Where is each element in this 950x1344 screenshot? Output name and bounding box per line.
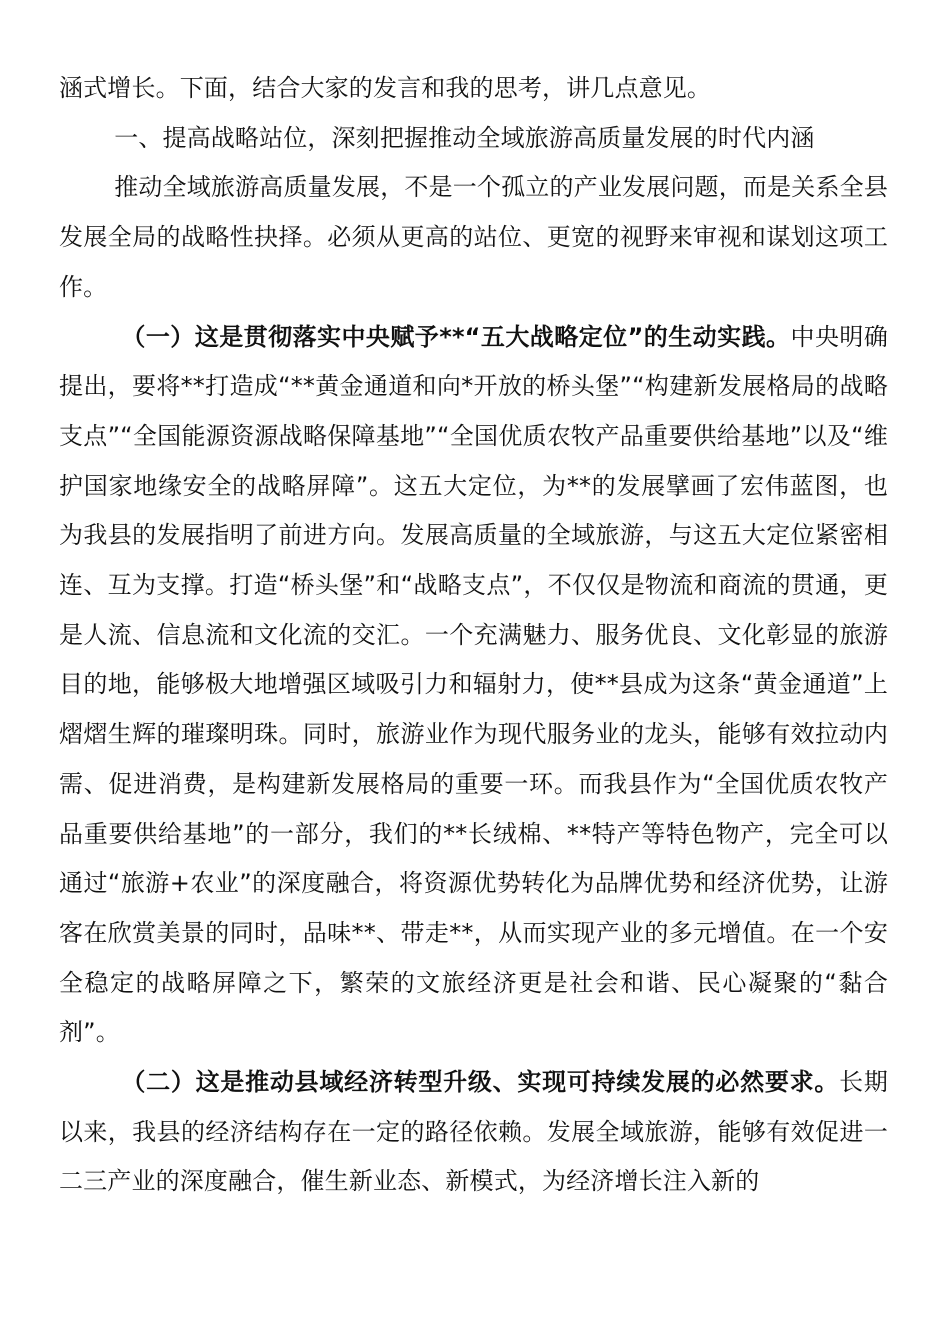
section-heading-1: 一、提高战略站位，深刻把握推动全域旅游高质量发展的时代内涵: [114, 123, 815, 152]
point-1-body: 中央明确提出，要将**打造成“**黄金通道和向*开放的桥头堡”“构建新发展格局的战略支点”“全国能源资源战略保障基地”“全国优质农牧产品重要供给基地”以及“维护国家地缘安全的战略屏障”。这五大定位，为**的发展擘画了宏伟蓝图，也为我县的发展指明了前进方向。发展高质量的全域旅游，与这五大定位紧密相连、互为支撑。打造“桥头堡”和“战略支点”，不仅仅是物流和商流的贯通，更是人流、信息流和文化流的交汇。一个充满魅力、服务优良、文化彰显的旅游目的地，能够极大地增强区域吸引力和辐射力，使**县成为这条“黄金通道”上熠熠生辉的璀璨明珠。同时，旅游业作为现代服务业的龙头，能够有效拉动内需、促进消费，是构建新发展格局的重要一环。而我县作为“全国优质农牧产品重要供给基地”的一部分，我们的**长绒棉、**特产等特色物产，完全可以通过“旅游+农业”的深度融合，将资源优势转化为品牌优势和经济优势，让游客在欣赏美景的同时，品味**、带走**，从而实现产业的多元增值。在一个安全稳定的战略屏障之下，繁荣的文旅经济更是社会和谐、民心凝聚的“黏合剂”。: [59, 322, 888, 1047]
point-2-body: 长期以来，我县的经济结构存在一定的路径依赖。发展全域旅游，能够有效促进一二三产业的深度融合，催生新业态、新模式，为经济增长注入新的: [59, 1068, 888, 1196]
paragraph-point-1: [59, 313, 888, 1059]
paragraph-intro: 推动全域旅游高质量发展，不是一个孤立的产业发展问题，而是关系全县发展全局的战略性抉择。必须从更高的站位、更宽的视野来审视和谋划这项工作。: [59, 173, 888, 301]
paragraph-point-2: [59, 1058, 888, 1207]
point-2-lead: （二）这是推动县域经济转型升级、实现可持续发展的必然要求。: [121, 1068, 840, 1097]
point-1-lead: （一）这是贯彻落实中央赋予**“五大战略定位”的生动实践。: [121, 322, 791, 351]
paragraph-continued: 涵式增长。下面，结合大家的发言和我的思考，讲几点意见。: [59, 74, 712, 102]
